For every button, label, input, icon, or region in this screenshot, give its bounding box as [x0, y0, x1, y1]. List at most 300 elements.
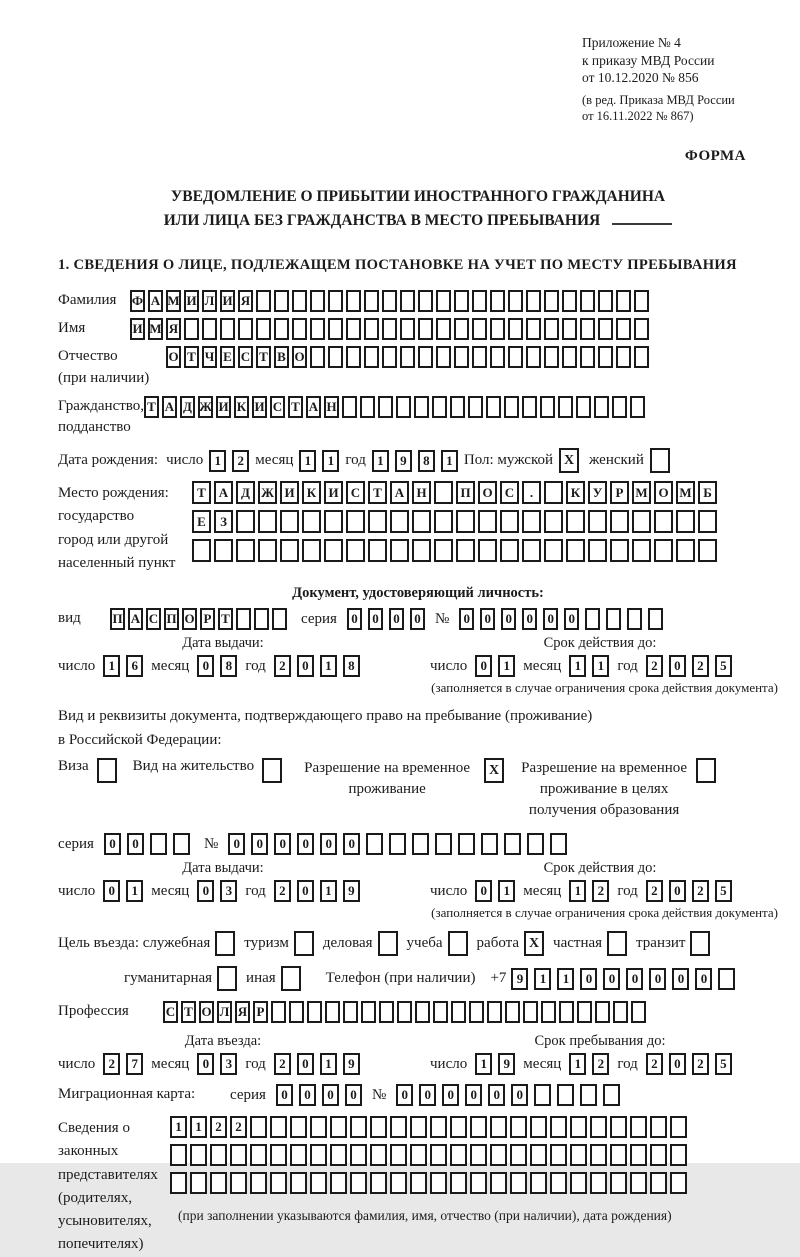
char-cell[interactable]: [310, 290, 325, 312]
char-cell[interactable]: И: [130, 318, 145, 340]
char-cell[interactable]: 1: [498, 880, 515, 902]
char-cell[interactable]: 0: [603, 968, 620, 990]
char-cell[interactable]: [272, 608, 287, 630]
char-cell[interactable]: [236, 510, 255, 533]
id-valid-year-cells[interactable]: [646, 655, 732, 677]
char-cell[interactable]: [436, 290, 451, 312]
char-cell[interactable]: [302, 539, 321, 562]
char-cell[interactable]: [210, 1172, 227, 1194]
legal-reps-cells-row2[interactable]: [170, 1144, 778, 1166]
char-cell[interactable]: [541, 1001, 556, 1023]
char-cell[interactable]: [588, 539, 607, 562]
char-cell[interactable]: [634, 290, 649, 312]
char-cell[interactable]: 2: [232, 450, 249, 472]
profession-cells[interactable]: [163, 1001, 646, 1023]
char-cell[interactable]: [150, 833, 167, 855]
char-cell[interactable]: [328, 290, 343, 312]
char-cell[interactable]: [390, 539, 409, 562]
char-cell[interactable]: С: [238, 346, 253, 368]
char-cell[interactable]: [631, 1001, 646, 1023]
char-cell[interactable]: [500, 510, 519, 533]
res-issue-month-cells[interactable]: [197, 880, 237, 902]
char-cell[interactable]: [302, 510, 321, 533]
char-cell[interactable]: С: [346, 481, 365, 504]
char-cell[interactable]: И: [216, 396, 231, 418]
char-cell[interactable]: 1: [557, 968, 574, 990]
char-cell[interactable]: [606, 608, 621, 630]
char-cell[interactable]: [632, 539, 651, 562]
purpose-study-checkbox[interactable]: [448, 931, 468, 956]
char-cell[interactable]: 9: [343, 880, 360, 902]
char-cell[interactable]: Д: [236, 481, 255, 504]
char-cell[interactable]: [364, 346, 379, 368]
char-cell[interactable]: 1: [498, 655, 515, 677]
id-issue-day-cells[interactable]: [103, 655, 143, 677]
char-cell[interactable]: [382, 290, 397, 312]
char-cell[interactable]: [346, 318, 361, 340]
char-cell[interactable]: 2: [692, 880, 709, 902]
char-cell[interactable]: [478, 539, 497, 562]
visa-checkbox[interactable]: [97, 758, 117, 783]
char-cell[interactable]: 0: [501, 608, 516, 630]
char-cell[interactable]: 0: [197, 655, 214, 677]
doc-kind-cells[interactable]: [110, 608, 287, 630]
char-cell[interactable]: [258, 539, 277, 562]
char-cell[interactable]: [481, 833, 498, 855]
char-cell[interactable]: 3: [220, 880, 237, 902]
char-cell[interactable]: 8: [343, 655, 360, 677]
char-cell[interactable]: К: [302, 481, 321, 504]
char-cell[interactable]: [585, 608, 600, 630]
char-cell[interactable]: Б: [698, 481, 717, 504]
char-cell[interactable]: 1: [320, 655, 337, 677]
char-cell[interactable]: 0: [299, 1084, 316, 1106]
char-cell[interactable]: [360, 396, 375, 418]
char-cell[interactable]: [220, 318, 235, 340]
char-cell[interactable]: [510, 1172, 527, 1194]
char-cell[interactable]: [450, 1116, 467, 1138]
char-cell[interactable]: [202, 318, 217, 340]
char-cell[interactable]: [190, 1144, 207, 1166]
char-cell[interactable]: 0: [396, 1084, 413, 1106]
char-cell[interactable]: [510, 1116, 527, 1138]
birthplace-cells-row1[interactable]: [192, 481, 778, 504]
char-cell[interactable]: Ж: [198, 396, 213, 418]
char-cell[interactable]: [590, 1144, 607, 1166]
char-cell[interactable]: [350, 1144, 367, 1166]
char-cell[interactable]: Т: [144, 396, 159, 418]
char-cell[interactable]: [434, 510, 453, 533]
char-cell[interactable]: [346, 290, 361, 312]
char-cell[interactable]: [469, 1001, 484, 1023]
char-cell[interactable]: [544, 290, 559, 312]
char-cell[interactable]: [698, 510, 717, 533]
char-cell[interactable]: [436, 346, 451, 368]
char-cell[interactable]: 0: [297, 833, 314, 855]
char-cell[interactable]: [435, 833, 452, 855]
char-cell[interactable]: [324, 539, 343, 562]
char-cell[interactable]: 2: [646, 880, 663, 902]
char-cell[interactable]: [415, 1001, 430, 1023]
char-cell[interactable]: [292, 290, 307, 312]
char-cell[interactable]: [490, 290, 505, 312]
purpose-work-checkbox[interactable]: X: [524, 931, 544, 956]
char-cell[interactable]: Ф: [130, 290, 145, 312]
char-cell[interactable]: 2: [210, 1116, 227, 1138]
char-cell[interactable]: [456, 539, 475, 562]
char-cell[interactable]: [271, 1001, 286, 1023]
char-cell[interactable]: 0: [197, 1053, 214, 1075]
char-cell[interactable]: [310, 1144, 327, 1166]
char-cell[interactable]: [603, 1084, 620, 1106]
char-cell[interactable]: Т: [184, 346, 199, 368]
char-cell[interactable]: М: [166, 290, 181, 312]
char-cell[interactable]: А: [214, 481, 233, 504]
char-cell[interactable]: [256, 290, 271, 312]
char-cell[interactable]: [670, 1172, 687, 1194]
char-cell[interactable]: [698, 539, 717, 562]
char-cell[interactable]: [346, 346, 361, 368]
char-cell[interactable]: [400, 318, 415, 340]
purpose-official-checkbox[interactable]: [215, 931, 235, 956]
entry-month-cells[interactable]: [197, 1053, 237, 1075]
birthplace-cells-row3[interactable]: [192, 539, 778, 562]
purpose-business-checkbox[interactable]: [378, 931, 398, 956]
purpose-transit-checkbox[interactable]: [690, 931, 710, 956]
char-cell[interactable]: [434, 539, 453, 562]
char-cell[interactable]: [588, 510, 607, 533]
char-cell[interactable]: 2: [692, 1053, 709, 1075]
char-cell[interactable]: 1: [170, 1116, 187, 1138]
char-cell[interactable]: [526, 346, 541, 368]
purpose-humanitarian-checkbox[interactable]: [217, 966, 237, 991]
char-cell[interactable]: [718, 968, 735, 990]
char-cell[interactable]: 0: [345, 1084, 362, 1106]
char-cell[interactable]: [630, 1116, 647, 1138]
char-cell[interactable]: [610, 1144, 627, 1166]
char-cell[interactable]: [490, 1172, 507, 1194]
char-cell[interactable]: 2: [230, 1116, 247, 1138]
char-cell[interactable]: 0: [564, 608, 579, 630]
char-cell[interactable]: [472, 318, 487, 340]
purpose-tourism-checkbox[interactable]: [294, 931, 314, 956]
char-cell[interactable]: 0: [297, 880, 314, 902]
char-cell[interactable]: [550, 833, 567, 855]
char-cell[interactable]: 9: [498, 1053, 515, 1075]
char-cell[interactable]: [430, 1116, 447, 1138]
char-cell[interactable]: С: [146, 608, 161, 630]
char-cell[interactable]: [173, 833, 190, 855]
char-cell[interactable]: [613, 1001, 628, 1023]
char-cell[interactable]: 1: [209, 450, 226, 472]
char-cell[interactable]: 9: [343, 1053, 360, 1075]
char-cell[interactable]: [450, 1144, 467, 1166]
residence-permit-checkbox[interactable]: [262, 758, 282, 783]
char-cell[interactable]: И: [220, 290, 235, 312]
char-cell[interactable]: 0: [669, 1053, 686, 1075]
char-cell[interactable]: [598, 318, 613, 340]
char-cell[interactable]: [522, 510, 541, 533]
char-cell[interactable]: [527, 833, 544, 855]
char-cell[interactable]: [366, 833, 383, 855]
char-cell[interactable]: [577, 1001, 592, 1023]
char-cell[interactable]: [595, 1001, 610, 1023]
char-cell[interactable]: [410, 1144, 427, 1166]
char-cell[interactable]: Р: [253, 1001, 268, 1023]
residence-series-cells[interactable]: [104, 833, 190, 855]
char-cell[interactable]: [412, 539, 431, 562]
char-cell[interactable]: [505, 1001, 520, 1023]
char-cell[interactable]: [612, 396, 627, 418]
char-cell[interactable]: 0: [274, 833, 291, 855]
char-cell[interactable]: М: [676, 481, 695, 504]
char-cell[interactable]: [472, 346, 487, 368]
birth-year-cells[interactable]: [372, 450, 458, 472]
res-issue-year-cells[interactable]: [274, 880, 360, 902]
char-cell[interactable]: 0: [522, 608, 537, 630]
char-cell[interactable]: Т: [288, 396, 303, 418]
char-cell[interactable]: [274, 290, 289, 312]
char-cell[interactable]: [451, 1001, 466, 1023]
char-cell[interactable]: [418, 290, 433, 312]
char-cell[interactable]: .: [522, 481, 541, 504]
char-cell[interactable]: [562, 346, 577, 368]
id-issue-year-cells[interactable]: [274, 655, 360, 677]
char-cell[interactable]: [490, 1144, 507, 1166]
char-cell[interactable]: [508, 318, 523, 340]
char-cell[interactable]: [184, 318, 199, 340]
char-cell[interactable]: П: [456, 481, 475, 504]
char-cell[interactable]: Д: [180, 396, 195, 418]
char-cell[interactable]: 0: [626, 968, 643, 990]
char-cell[interactable]: [650, 1172, 667, 1194]
entry-year-cells[interactable]: [274, 1053, 360, 1075]
char-cell[interactable]: [550, 1116, 567, 1138]
char-cell[interactable]: [454, 290, 469, 312]
char-cell[interactable]: [454, 318, 469, 340]
char-cell[interactable]: [634, 318, 649, 340]
char-cell[interactable]: [270, 1144, 287, 1166]
char-cell[interactable]: 1: [322, 450, 339, 472]
legal-reps-cells-row3[interactable]: [170, 1172, 778, 1194]
char-cell[interactable]: [654, 510, 673, 533]
char-cell[interactable]: [290, 1172, 307, 1194]
char-cell[interactable]: [610, 1116, 627, 1138]
char-cell[interactable]: Р: [610, 481, 629, 504]
char-cell[interactable]: 9: [511, 968, 528, 990]
char-cell[interactable]: [382, 346, 397, 368]
char-cell[interactable]: [598, 346, 613, 368]
char-cell[interactable]: Е: [192, 510, 211, 533]
char-cell[interactable]: 0: [276, 1084, 293, 1106]
char-cell[interactable]: 0: [104, 833, 121, 855]
char-cell[interactable]: [580, 318, 595, 340]
char-cell[interactable]: К: [566, 481, 585, 504]
char-cell[interactable]: [550, 1172, 567, 1194]
char-cell[interactable]: [616, 318, 631, 340]
char-cell[interactable]: [632, 510, 651, 533]
char-cell[interactable]: 1: [534, 968, 551, 990]
char-cell[interactable]: [566, 510, 585, 533]
char-cell[interactable]: [290, 1144, 307, 1166]
char-cell[interactable]: [346, 510, 365, 533]
char-cell[interactable]: 2: [592, 880, 609, 902]
char-cell[interactable]: [478, 510, 497, 533]
char-cell[interactable]: 1: [103, 655, 120, 677]
surname-cells[interactable]: [130, 290, 649, 312]
char-cell[interactable]: 0: [442, 1084, 459, 1106]
char-cell[interactable]: [500, 539, 519, 562]
char-cell[interactable]: [456, 510, 475, 533]
char-cell[interactable]: [410, 1172, 427, 1194]
char-cell[interactable]: 1: [299, 450, 316, 472]
char-cell[interactable]: 0: [320, 833, 337, 855]
char-cell[interactable]: [544, 510, 563, 533]
char-cell[interactable]: А: [148, 290, 163, 312]
char-cell[interactable]: [434, 481, 453, 504]
char-cell[interactable]: [490, 346, 505, 368]
char-cell[interactable]: [650, 1144, 667, 1166]
char-cell[interactable]: [670, 1144, 687, 1166]
char-cell[interactable]: 8: [418, 450, 435, 472]
char-cell[interactable]: З: [214, 510, 233, 533]
char-cell[interactable]: [238, 318, 253, 340]
char-cell[interactable]: [412, 833, 429, 855]
migration-number-cells[interactable]: [396, 1084, 620, 1106]
char-cell[interactable]: Т: [368, 481, 387, 504]
char-cell[interactable]: [343, 1001, 358, 1023]
char-cell[interactable]: [490, 318, 505, 340]
char-cell[interactable]: [650, 1116, 667, 1138]
char-cell[interactable]: 0: [475, 880, 492, 902]
char-cell[interactable]: [508, 346, 523, 368]
char-cell[interactable]: [433, 1001, 448, 1023]
char-cell[interactable]: [350, 1172, 367, 1194]
char-cell[interactable]: [290, 1116, 307, 1138]
char-cell[interactable]: [330, 1144, 347, 1166]
char-cell[interactable]: П: [110, 608, 125, 630]
char-cell[interactable]: [450, 1172, 467, 1194]
char-cell[interactable]: 0: [669, 880, 686, 902]
char-cell[interactable]: [370, 1172, 387, 1194]
char-cell[interactable]: [214, 539, 233, 562]
char-cell[interactable]: 0: [297, 655, 314, 677]
char-cell[interactable]: [630, 1172, 647, 1194]
char-cell[interactable]: [530, 1172, 547, 1194]
char-cell[interactable]: 1: [592, 655, 609, 677]
char-cell[interactable]: [523, 1001, 538, 1023]
char-cell[interactable]: [430, 1144, 447, 1166]
char-cell[interactable]: С: [500, 481, 519, 504]
char-cell[interactable]: [432, 396, 447, 418]
char-cell[interactable]: [382, 318, 397, 340]
char-cell[interactable]: 1: [320, 880, 337, 902]
char-cell[interactable]: Я: [235, 1001, 250, 1023]
char-cell[interactable]: [544, 346, 559, 368]
char-cell[interactable]: А: [390, 481, 409, 504]
char-cell[interactable]: 1: [372, 450, 389, 472]
char-cell[interactable]: [324, 510, 343, 533]
char-cell[interactable]: [576, 396, 591, 418]
char-cell[interactable]: [310, 1116, 327, 1138]
char-cell[interactable]: [610, 510, 629, 533]
char-cell[interactable]: 0: [228, 833, 245, 855]
char-cell[interactable]: С: [163, 1001, 178, 1023]
char-cell[interactable]: [236, 608, 251, 630]
char-cell[interactable]: [258, 510, 277, 533]
char-cell[interactable]: Я: [166, 318, 181, 340]
char-cell[interactable]: [250, 1172, 267, 1194]
char-cell[interactable]: [648, 608, 663, 630]
char-cell[interactable]: 2: [274, 880, 291, 902]
char-cell[interactable]: А: [306, 396, 321, 418]
char-cell[interactable]: [616, 290, 631, 312]
char-cell[interactable]: 0: [669, 655, 686, 677]
char-cell[interactable]: [470, 1172, 487, 1194]
char-cell[interactable]: [544, 318, 559, 340]
char-cell[interactable]: 1: [475, 1053, 492, 1075]
res-issue-day-cells[interactable]: [103, 880, 143, 902]
residence-number-cells[interactable]: [228, 833, 567, 855]
char-cell[interactable]: 0: [695, 968, 712, 990]
citizenship-cells[interactable]: [144, 396, 645, 418]
char-cell[interactable]: 0: [488, 1084, 505, 1106]
char-cell[interactable]: [274, 318, 289, 340]
char-cell[interactable]: 0: [475, 655, 492, 677]
char-cell[interactable]: 1: [126, 880, 143, 902]
char-cell[interactable]: [328, 346, 343, 368]
char-cell[interactable]: [634, 346, 649, 368]
char-cell[interactable]: [676, 510, 695, 533]
char-cell[interactable]: 0: [480, 608, 495, 630]
birthplace-cells-row2[interactable]: [192, 510, 778, 533]
char-cell[interactable]: О: [166, 346, 181, 368]
char-cell[interactable]: 6: [126, 655, 143, 677]
char-cell[interactable]: [368, 539, 387, 562]
char-cell[interactable]: 5: [715, 1053, 732, 1075]
char-cell[interactable]: [557, 1084, 574, 1106]
char-cell[interactable]: [325, 1001, 340, 1023]
char-cell[interactable]: [390, 1116, 407, 1138]
char-cell[interactable]: 2: [692, 655, 709, 677]
char-cell[interactable]: [534, 1084, 551, 1106]
char-cell[interactable]: И: [324, 481, 343, 504]
char-cell[interactable]: [654, 539, 673, 562]
birth-month-cells[interactable]: [299, 450, 339, 472]
char-cell[interactable]: 0: [347, 608, 362, 630]
id-valid-month-cells[interactable]: [569, 655, 609, 677]
char-cell[interactable]: 0: [511, 1084, 528, 1106]
char-cell[interactable]: [400, 346, 415, 368]
char-cell[interactable]: [330, 1172, 347, 1194]
char-cell[interactable]: А: [162, 396, 177, 418]
char-cell[interactable]: [310, 318, 325, 340]
char-cell[interactable]: Р: [200, 608, 215, 630]
char-cell[interactable]: 0: [543, 608, 558, 630]
char-cell[interactable]: [598, 290, 613, 312]
res-valid-day-cells[interactable]: [475, 880, 515, 902]
char-cell[interactable]: [530, 1144, 547, 1166]
char-cell[interactable]: [522, 539, 541, 562]
char-cell[interactable]: О: [199, 1001, 214, 1023]
char-cell[interactable]: [170, 1144, 187, 1166]
char-cell[interactable]: [370, 1144, 387, 1166]
char-cell[interactable]: Т: [256, 346, 271, 368]
char-cell[interactable]: [530, 1116, 547, 1138]
char-cell[interactable]: 0: [322, 1084, 339, 1106]
char-cell[interactable]: [470, 1116, 487, 1138]
char-cell[interactable]: [230, 1172, 247, 1194]
